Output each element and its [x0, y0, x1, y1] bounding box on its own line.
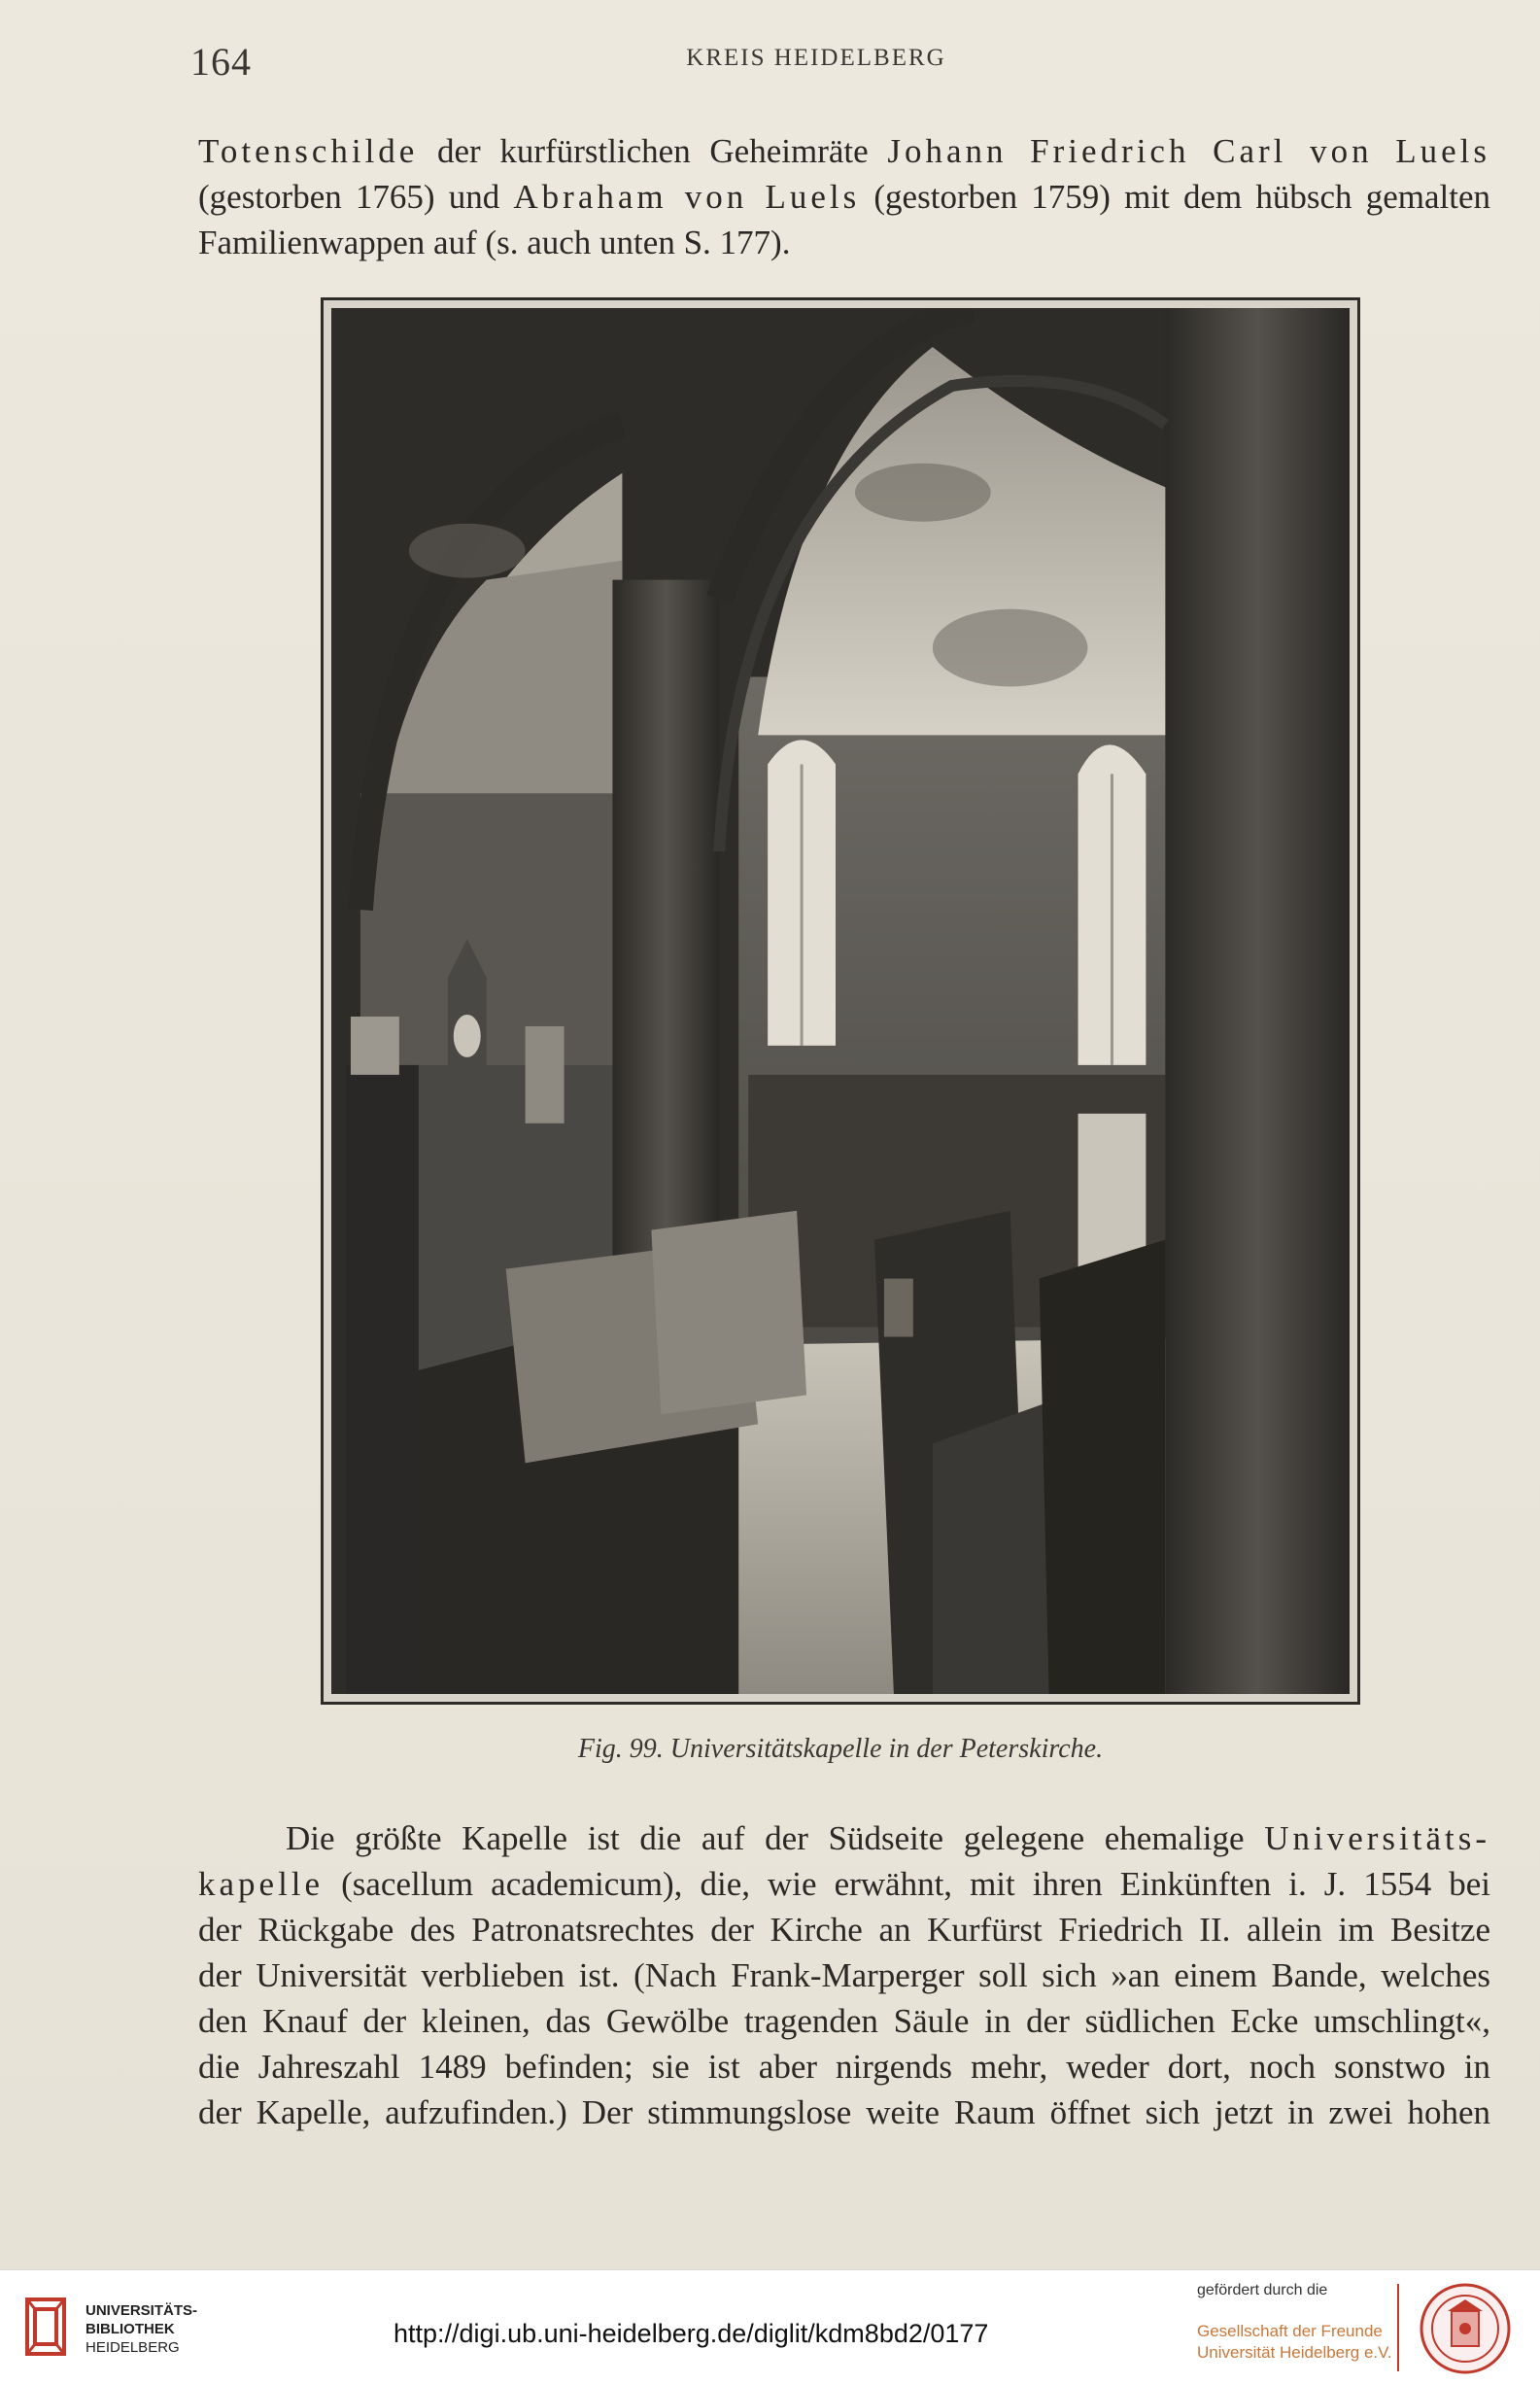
text-line: (gestorben 1765) und Abraham von Luels (gestorben 1759) mit dem hübsch gemalten [198, 178, 1490, 216]
text-line: der Rückgabe des Patronatsrechtes der Kirche an Kurfürst Friedrich II. allein im Besitze [198, 1911, 1490, 1949]
page-number: 164 [190, 40, 252, 84]
chapel-interior-photo [331, 308, 1350, 1694]
text-line: Totenschilde der kurfürstlichen Geheimräte Johann Friedrich Carl von Luels [198, 132, 1491, 170]
text-line: kapelle (sacellum academicum), die, wie erwähnt, mit ihren Einkünften i. J. 1554 bei [198, 1865, 1490, 1903]
library-name: UNIVERSITÄTS- BIBLIOTHEK HEIDELBERG [86, 2302, 198, 2356]
paragraph-totenschilde [198, 128, 1490, 265]
paragraph-universitaetskapelle [198, 1815, 1490, 2135]
text-line: die Jahreszahl 1489 befinden; sie ist aber nirgends mehr, weder dort, noch sonstwo in [198, 2048, 1490, 2086]
permalink-url[interactable]: http://digi.ub.uni-heidelberg.de/diglit/kdm8bd2/0177 [394, 2319, 989, 2348]
sponsor-label: gefördert durch die [1197, 2282, 1328, 2298]
university-seal-icon [1419, 2282, 1512, 2375]
footer-divider [1397, 2284, 1399, 2371]
text-line: den Knauf der kleinen, das Gewölbe tragenden Säule in der südlichen Ecke umschlingt«, [198, 2002, 1490, 2040]
university-library-logo-icon [21, 2296, 70, 2358]
figure-photo-frame [321, 297, 1360, 1705]
sponsor-name: Gesellschaft der Freunde Universität Heidelberg e.V. [1197, 2322, 1392, 2362]
text-line: der Universität verblieben ist. (Nach Frank-Marperger soll sich »an einem Bande, welches [198, 1956, 1490, 1994]
digitization-footer [0, 2269, 1540, 2384]
text-line: Die größte Kapelle ist die auf der Südseite gelegene ehemalige Universitäts- [286, 1819, 1490, 1857]
running-head: KREIS HEIDELBERG [686, 45, 946, 71]
text-line: Familienwappen auf (s. auch unten S. 177). [198, 224, 791, 261]
text-line: der Kapelle, aufzufinden.) Der stimmungslose weite Raum öffnet sich jetzt in zwei hohen [198, 2093, 1490, 2131]
chapel-interior-illustration [331, 308, 1350, 1694]
figure-caption: Fig. 99. Universitätskapelle in der Peterskirche. [577, 1734, 1104, 1764]
